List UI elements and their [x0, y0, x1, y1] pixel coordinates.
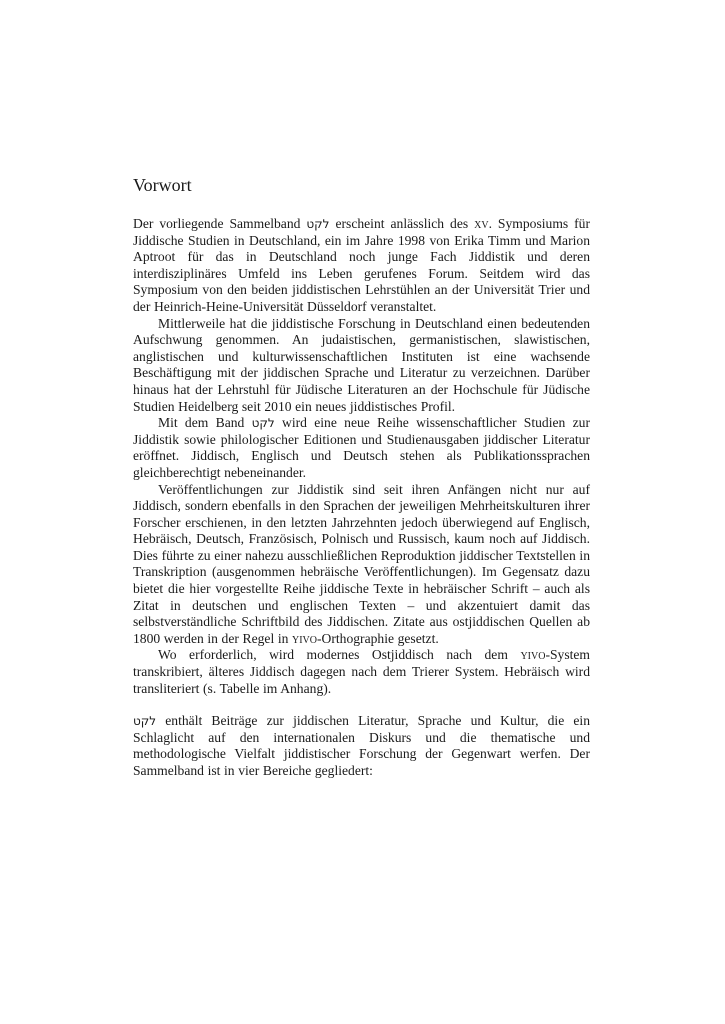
- paragraph-5-text-1: Wo erforderlich, wird modernes Ostjiddisch nach dem: [158, 647, 521, 663]
- paragraph-3-text-1: Mit dem Band: [158, 415, 252, 431]
- yivo-acronym: yivo: [292, 630, 317, 646]
- paragraph-1-text-1: Der vorliegende Sammelband: [133, 216, 307, 231]
- paragraph-4-text-2: -Orthographie gesetzt.: [317, 630, 439, 646]
- paragraph-6-text-1: enthält Beiträge zur jiddischen Literatur, Sprache und Kultur, die ein Schlaglicht auf den internationalen Diskurs und die thematische und methodologische Vielfalt jiddistischer Forschung der Gegenwart werfen. Der Sammelband ist in vier Bereiche gegliedert:: [133, 713, 590, 778]
- paragraph-5-text-2: -System transkribiert, älteres Jiddisch dagegen nach dem Trierer System. Hebräisch wird transliteriert (s. Tabelle im Anhang).: [133, 647, 590, 696]
- roman-numeral-xv: xv: [474, 216, 489, 231]
- paragraph-6: [133, 713, 590, 779]
- hebrew-title-leket: לקט: [251, 416, 275, 431]
- paragraph-4: [133, 482, 590, 648]
- paragraph-5: [133, 647, 590, 697]
- hebrew-title-leket: לקט: [133, 714, 157, 729]
- paragraph-1: [133, 216, 590, 316]
- yivo-acronym: yivo: [520, 647, 546, 663]
- paragraph-1-text-2: erscheint anlässlich des: [329, 216, 475, 231]
- page-title: Vorwort: [133, 175, 192, 195]
- paragraph-3: [133, 415, 590, 481]
- paragraph-4-text-1: Veröffentlichungen zur Jiddistik sind seit ihren Anfängen nicht nur auf Jiddisch, sondern ebenfalls in den Sprachen der jeweiligen Mehrheitskulturen ihrer Forscher erschienen, in den letzten Jahrzehnten jedoch überwiegend auf Englisch, Hebräisch, Deutsch, Französisch, Polnisch und Russisch, kaum noch auf Jiddisch. Dies führte zu einer nahezu ausschließlichen Reproduktion jiddischer Textstellen in Transkription (ausgenommen hebräische Veröffentlichungen). Im Gegensatz dazu bietet die hier vorgestellte Reihe jiddische Texte in hebräischer Schrift – auch als Zitat in deutschen und englischen Texten – und akzentuiert damit das selbstverständliche Schriftbild des Jiddischen. Zitate aus ostjiddischen Quellen ab 1800 werden in der Regel in: [133, 481, 590, 646]
- paragraph-3-text-2: wird eine neue Reihe wissenschaftlicher Studien zur Jiddistik sowie philologischer Editionen und Studienausgaben jiddischer Literatur eröffnet. Jiddisch, Englisch und Deutsch stehen als Publikationssprachen gleichberechtigt nebeneinander.: [133, 415, 590, 480]
- paragraph-1-text-3: . Symposiums für Jiddische Studien in Deutschland, ein im Jahre 1998 von Erika Timm und Marion Aptroot für das in Deutschland noch junge Fach Jiddistik und deren interdisziplinäres Umfeld ins Leben gerufenes Forum. Seitdem wird das Symposium von den beiden jiddistischen Lehrstühlen an der Universität Trier und der Heinrich-Heine-Universität Düsseldorf veranstaltet.: [133, 216, 590, 314]
- hebrew-title-leket: לקט: [306, 217, 330, 231]
- paragraph-2: Mittlerweile hat die jiddistische Forschung in Deutschland einen bedeutenden Aufschwung genommen. An judaistischen, germanistischen, slawistischen, anglistischen und kulturwissenschaftlichen Instituten ist eine wachsende Beschäftigung mit der jiddischen Sprache und Literatur zu verzeichnen. Darüber hinaus hat der Lehrstuhl für Jüdische Literaturen an der Hochschule für Jüdische Studien Heidelberg seit 2010 ein neues jiddistisches Profil.: [133, 315, 590, 414]
- page-body: [133, 174, 590, 780]
